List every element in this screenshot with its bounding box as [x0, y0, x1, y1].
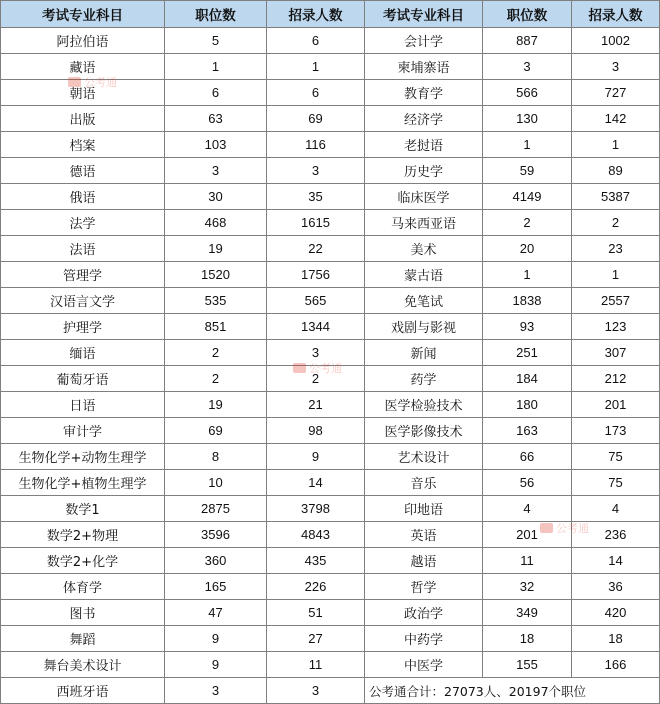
cell-positions-right: 180: [483, 392, 572, 418]
cell-hires-left: 116: [267, 132, 365, 158]
cell-subject-left: 俄语: [1, 184, 165, 210]
cell-positions-left: 2: [165, 340, 267, 366]
watermark: 公考通: [293, 360, 342, 376]
cell-hires-left: 3: [267, 340, 365, 366]
cell-hires-right: 2: [572, 210, 660, 236]
table-row: [1, 132, 660, 158]
cell-hires-left: 3: [267, 678, 365, 704]
cell-subject-right: 柬埔寨语: [365, 54, 483, 80]
cell-positions-right: 2: [483, 210, 572, 236]
cell-hires-left: 226: [267, 574, 365, 600]
watermark: 公考通: [540, 520, 589, 536]
cell-hires-right: 23: [572, 236, 660, 262]
cell-subject-right: 新闻: [365, 340, 483, 366]
table-row: [1, 184, 660, 210]
table-row: [1, 54, 660, 80]
cell-hires-left: 9: [267, 444, 365, 470]
cell-hires-left: 1756: [267, 262, 365, 288]
cell-hires-left: 11: [267, 652, 365, 678]
cell-positions-right: 130: [483, 106, 572, 132]
cell-hires-right: 1002: [572, 28, 660, 54]
cell-subject-left: 阿拉伯语: [1, 28, 165, 54]
cell-positions-right: 201: [483, 522, 572, 548]
cell-subject-right: 哲学: [365, 574, 483, 600]
cell-positions-right: 66: [483, 444, 572, 470]
table-row: [1, 262, 660, 288]
header-positions-left: 职位数: [165, 1, 267, 28]
cell-subject-right: 美术: [365, 236, 483, 262]
cell-subject-right: 艺术设计: [365, 444, 483, 470]
table-row: [1, 340, 660, 366]
cell-positions-left: 3596: [165, 522, 267, 548]
cell-positions-left: 10: [165, 470, 267, 496]
cell-positions-right: 4149: [483, 184, 572, 210]
cell-positions-right: 4: [483, 496, 572, 522]
cell-subject-right: 经济学: [365, 106, 483, 132]
cell-positions-left: 165: [165, 574, 267, 600]
table-row: [1, 496, 660, 522]
cell-subject-right: 老挝语: [365, 132, 483, 158]
cell-hires-left: 51: [267, 600, 365, 626]
table-row: [1, 366, 660, 392]
cell-positions-right: 163: [483, 418, 572, 444]
cell-subject-left: 德语: [1, 158, 165, 184]
table-row: [1, 470, 660, 496]
cell-hires-right: 212: [572, 366, 660, 392]
cell-positions-right: 93: [483, 314, 572, 340]
cell-hires-right: 166: [572, 652, 660, 678]
cell-positions-right: 1: [483, 262, 572, 288]
cell-subject-right: 会计学: [365, 28, 483, 54]
header-row: [1, 1, 660, 28]
cell-subject-left: 缅语: [1, 340, 165, 366]
cell-positions-left: 9: [165, 626, 267, 652]
cell-hires-left: 35: [267, 184, 365, 210]
table-row: [1, 444, 660, 470]
table-row: [1, 236, 660, 262]
cell-subject-left: 数学1: [1, 496, 165, 522]
cell-subject-right: 印地语: [365, 496, 483, 522]
cell-positions-right: 184: [483, 366, 572, 392]
cell-positions-right: 251: [483, 340, 572, 366]
cell-subject-right: 音乐: [365, 470, 483, 496]
cell-hires-left: 1615: [267, 210, 365, 236]
cell-hires-left: 6: [267, 28, 365, 54]
cell-positions-left: 1520: [165, 262, 267, 288]
cell-hires-left: 21: [267, 392, 365, 418]
cell-subject-left: 档案: [1, 132, 165, 158]
cell-hires-right: 173: [572, 418, 660, 444]
table-row: [1, 626, 660, 652]
cell-positions-left: 47: [165, 600, 267, 626]
cell-positions-right: 1838: [483, 288, 572, 314]
cell-positions-right: 56: [483, 470, 572, 496]
cell-subject-right: 马来西亚语: [365, 210, 483, 236]
cell-positions-left: 69: [165, 418, 267, 444]
cell-subject-right: 戏剧与影视: [365, 314, 483, 340]
cell-subject-left: 数学2+化学: [1, 548, 165, 574]
cell-hires-right: 123: [572, 314, 660, 340]
cell-subject-left: 舞台美术设计: [1, 652, 165, 678]
cell-hires-right: 201: [572, 392, 660, 418]
cell-subject-left: 管理学: [1, 262, 165, 288]
cell-subject-right: 越语: [365, 548, 483, 574]
cell-subject-right: 政治学: [365, 600, 483, 626]
cell-subject-right: 蒙古语: [365, 262, 483, 288]
cell-hires-right: 4: [572, 496, 660, 522]
cell-hires-left: 3: [267, 158, 365, 184]
cell-positions-left: 19: [165, 236, 267, 262]
cell-hires-right: 1: [572, 132, 660, 158]
cell-positions-right: 887: [483, 28, 572, 54]
cell-subject-left: 体育学: [1, 574, 165, 600]
cell-subject-right: 中医学: [365, 652, 483, 678]
cell-hires-left: 22: [267, 236, 365, 262]
table-row: [1, 392, 660, 418]
table-row: [1, 418, 660, 444]
total-summary: 公考通合计：27073人、20197个职位: [365, 678, 660, 704]
cell-subject-left: 出版: [1, 106, 165, 132]
cell-subject-left: 汉语言文学: [1, 288, 165, 314]
cell-hires-right: 5387: [572, 184, 660, 210]
table-row: [1, 548, 660, 574]
cell-hires-left: 69: [267, 106, 365, 132]
cell-positions-left: 9: [165, 652, 267, 678]
cell-subject-left: 藏语: [1, 54, 165, 80]
table-row: [1, 314, 660, 340]
cell-hires-left: 1: [267, 54, 365, 80]
cell-positions-left: 8: [165, 444, 267, 470]
cell-positions-right: 155: [483, 652, 572, 678]
cell-subject-right: 免笔试: [365, 288, 483, 314]
cell-hires-left: 2: [267, 366, 365, 392]
cell-positions-left: 19: [165, 392, 267, 418]
cell-hires-right: 14: [572, 548, 660, 574]
cell-hires-right: 1: [572, 262, 660, 288]
cell-positions-left: 103: [165, 132, 267, 158]
table-body: [1, 28, 660, 704]
cell-positions-right: 566: [483, 80, 572, 106]
cell-subject-left: 护理学: [1, 314, 165, 340]
cell-subject-right: 中药学: [365, 626, 483, 652]
cell-hires-right: 236: [572, 522, 660, 548]
cell-hires-right: 89: [572, 158, 660, 184]
table-row: [1, 158, 660, 184]
cell-hires-right: 36: [572, 574, 660, 600]
cell-positions-left: 6: [165, 80, 267, 106]
cell-subject-left: 法学: [1, 210, 165, 236]
cell-subject-right: 英语: [365, 522, 483, 548]
cell-positions-right: 32: [483, 574, 572, 600]
table-row: [1, 288, 660, 314]
header-subject-right: 考试专业科目: [365, 1, 483, 28]
table-row: [1, 106, 660, 132]
cell-positions-left: 535: [165, 288, 267, 314]
cell-positions-left: 5: [165, 28, 267, 54]
header-subject-left: 考试专业科目: [1, 1, 165, 28]
cell-positions-left: 3: [165, 678, 267, 704]
cell-subject-left: 西班牙语: [1, 678, 165, 704]
cell-hires-left: 4843: [267, 522, 365, 548]
cell-hires-left: 27: [267, 626, 365, 652]
cell-hires-left: 6: [267, 80, 365, 106]
cell-positions-left: 360: [165, 548, 267, 574]
cell-subject-left: 数学2+物理: [1, 522, 165, 548]
cell-hires-right: 420: [572, 600, 660, 626]
table-row: [1, 574, 660, 600]
cell-positions-right: 1: [483, 132, 572, 158]
table-row: [1, 80, 660, 106]
cell-positions-left: 30: [165, 184, 267, 210]
cell-positions-left: 851: [165, 314, 267, 340]
table-row: [1, 600, 660, 626]
watermark: 公考通: [68, 74, 117, 90]
cell-positions-left: 63: [165, 106, 267, 132]
header-positions-right: 职位数: [483, 1, 572, 28]
cell-hires-left: 3798: [267, 496, 365, 522]
table-row: [1, 652, 660, 678]
cell-subject-left: 图书: [1, 600, 165, 626]
cell-hires-right: 2557: [572, 288, 660, 314]
header-hires-right: 招录人数: [572, 1, 660, 28]
cell-positions-left: 468: [165, 210, 267, 236]
cell-subject-right: 医学检验技术: [365, 392, 483, 418]
cell-subject-left: 朝语: [1, 80, 165, 106]
cell-subject-left: 葡萄牙语: [1, 366, 165, 392]
cell-positions-right: 349: [483, 600, 572, 626]
cell-subject-left: 生物化学+动物生理学: [1, 444, 165, 470]
cell-subject-right: 教育学: [365, 80, 483, 106]
cell-positions-right: 59: [483, 158, 572, 184]
table-row: [1, 522, 660, 548]
cell-subject-right: 临床医学: [365, 184, 483, 210]
cell-hires-right: 3: [572, 54, 660, 80]
cell-subject-left: 法语: [1, 236, 165, 262]
header-hires-left: 招录人数: [267, 1, 365, 28]
cell-subject-right: 药学: [365, 366, 483, 392]
cell-positions-right: 11: [483, 548, 572, 574]
table-row: [1, 28, 660, 54]
table-row: [1, 210, 660, 236]
table-row: [1, 678, 660, 704]
cell-positions-right: 18: [483, 626, 572, 652]
cell-positions-right: 20: [483, 236, 572, 262]
cell-hires-right: 75: [572, 470, 660, 496]
cell-hires-left: 14: [267, 470, 365, 496]
cell-positions-left: 1: [165, 54, 267, 80]
cell-hires-left: 435: [267, 548, 365, 574]
cell-subject-right: 医学影像技术: [365, 418, 483, 444]
cell-hires-right: 18: [572, 626, 660, 652]
cell-subject-left: 生物化学+植物生理学: [1, 470, 165, 496]
cell-hires-left: 1344: [267, 314, 365, 340]
cell-positions-left: 2875: [165, 496, 267, 522]
cell-hires-left: 565: [267, 288, 365, 314]
cell-hires-right: 307: [572, 340, 660, 366]
cell-hires-right: 142: [572, 106, 660, 132]
cell-positions-left: 3: [165, 158, 267, 184]
cell-hires-right: 727: [572, 80, 660, 106]
cell-subject-left: 审计学: [1, 418, 165, 444]
cell-subject-left: 舞蹈: [1, 626, 165, 652]
cell-subject-left: 日语: [1, 392, 165, 418]
cell-hires-left: 98: [267, 418, 365, 444]
cell-subject-right: 历史学: [365, 158, 483, 184]
cell-positions-left: 2: [165, 366, 267, 392]
cell-hires-right: 75: [572, 444, 660, 470]
cell-positions-right: 3: [483, 54, 572, 80]
